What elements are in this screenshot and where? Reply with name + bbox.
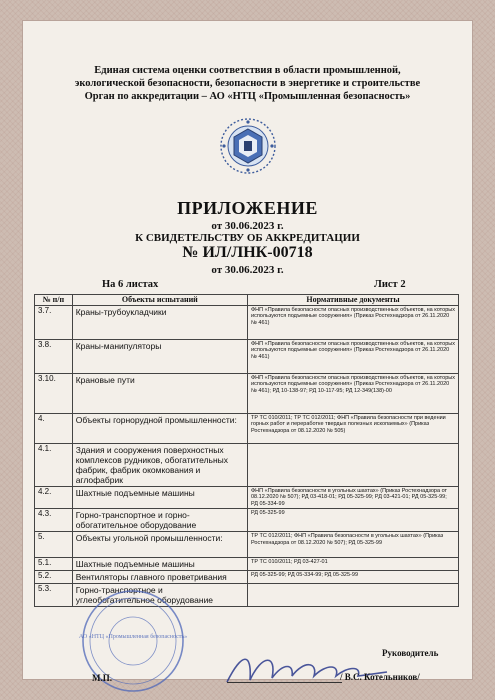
header-documents: Нормативные документы [248,295,459,306]
row-number: 4. [35,414,73,444]
table-row [35,571,459,584]
row-number: 5.3. [35,584,73,607]
page-count: На 6 листах [102,279,159,290]
row-docs: ФНП «Правила безопасности в угольных шахтах» (Приказ Ростехнадзора от 08.12.2020 № 507); РД 03-418-01; РД 05-325-99; РД 03-421-01; РД 05-325-99; РД 05-334-99 [248,487,459,509]
row-object: Горно-транспортное и углеобогатительное оборудование [72,584,247,607]
row-object: Крановые пути [72,374,247,414]
row-object: Горно-транспортное и горно-обогатительное оборудование [72,509,247,532]
header [22,64,473,103]
row-object: Краны-манипуляторы [72,340,247,374]
document-date: от 30.06.2023 г. [211,220,284,232]
row-number: 5.1. [35,558,73,571]
registration-date: от 30.06.2023 г. [211,264,284,276]
header-number: № п/п [35,295,73,306]
document-title: ПРИЛОЖЕНИЕ [177,198,318,218]
row-object: Объекты угольной промышленности: [72,532,247,558]
stamp-label: М.П. [92,673,112,683]
signer-name: / В.С. Котельников/ [340,672,420,682]
header-line-1: Единая система оценки соответствия в области промышленной, [94,65,401,76]
seal-text: АО «НТЦ «Промышленная безопасность» [78,634,188,640]
row-docs: РД 05-325-99; РД 05-334-99; РД 05-325-99 [248,571,459,584]
emblem-icon [218,116,278,176]
table-header-row [35,295,459,306]
table-row [35,509,459,532]
row-docs: ФНП «Правила безопасности опасных производственных объектов, на которых используются подъемные сооружения» (Приказ Ростехнадзора от 26.11.2020 № 461); РД 10-138-97; РД 10-117-95; РД 12-349(138)-00 [248,374,459,414]
table-row [35,532,459,558]
document-subtitle: К СВИДЕТЕЛЬСТВУ ОБ АККРЕДИТАЦИИ [135,232,360,244]
signature-line [227,682,342,683]
row-number: 5.2. [35,571,73,584]
table-row [35,444,459,487]
table-row [35,414,459,444]
header-line-2: экологической безопасности, безопасности в энергетике и строительстве [74,78,421,89]
row-object: Вентиляторы главного проветривания [72,571,247,584]
row-number: 3.8. [35,340,73,374]
row-docs: ФНП «Правила безопасности опасных производственных объектов, на которых используются подъемные сооружения» (Приказ Ростехнадзора от 26.11.2020 № 461) [248,340,459,374]
header-objects: Объекты испытаний [72,295,247,306]
row-number: 3.10. [35,374,73,414]
signer-role: Руководитель [382,648,439,658]
row-number: 4.2. [35,487,73,509]
registration-number: № ИЛ/ЛНК-00718 [182,244,313,261]
row-docs: ФНП «Правила безопасности опасных производственных объектов, на которых используются подъемные сооружения» (Приказ Ростехнадзора от 26.11.2020 № 461) [248,306,459,340]
row-object: Краны-трубоукладчики [72,306,247,340]
row-object: Шахтные подъемные машины [72,558,247,571]
row-object: Шахтные подъемные машины [72,487,247,509]
table-row [35,487,459,509]
table-row [35,340,459,374]
row-docs [248,584,459,607]
signature-icon [222,642,392,692]
table-row [35,374,459,414]
table-row [35,306,459,340]
row-number: 4.3. [35,509,73,532]
row-object: Здания и сооружения поверхностных комплексов рудников, обогатительных фабрик, фабрик окомкования и аглофабрик [72,444,247,487]
row-docs: РД 05-325-99 [248,509,459,532]
row-number: 3.7. [35,306,73,340]
sheet-number: Лист 2 [374,279,406,290]
row-object: Объекты горнорудной промышленности: [72,414,247,444]
row-docs: ТР ТС 010/2011; ТР ТС 012/2011; ФНП «Правила безопасности при ведении горных работ и переработке твердых полезных ископаемых» (Приказ Ростехнадзора от 08.12.2020 № 505) [248,414,459,444]
row-number: 5. [35,532,73,558]
row-docs: ТР ТС 010/2011; РД 03-427-01 [248,558,459,571]
header-line-3: Орган по аккредитации – АО «НТЦ «Промышленная безопасность» [84,91,411,102]
table-row [35,558,459,571]
certificate-page [22,20,473,683]
row-number: 4.1. [35,444,73,487]
row-docs: ТР ТС 012/2011; ФНП «Правила безопасности в угольных шахтах» (Приказ Ростехнадзора от 08.12.2020 № 507); РД 05-325-99 [248,532,459,558]
test-objects-table [34,294,459,607]
row-docs [248,444,459,487]
